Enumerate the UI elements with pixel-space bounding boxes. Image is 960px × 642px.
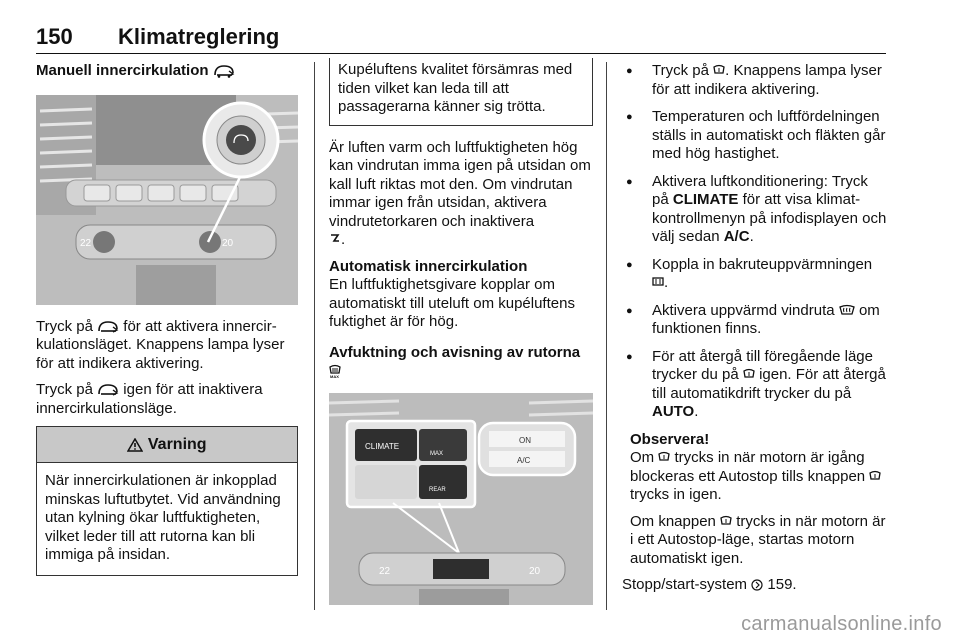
heated-windscreen-icon [839,304,855,318]
paragraph-auto-recirc: En luftfuktighetsgivare kopplar om automatiskt till uteluft om kupéluftens fuktighet är för hög. [329,276,575,330]
wiper-icon [329,233,341,247]
defrost-max-icon [720,515,732,529]
on-label: ON [519,435,531,445]
note-paragraph-1: Om trycks in när motorn är igång blockeras ett Autostop tills knappen trycks in igen. [630,449,888,505]
list-item: ● Tryck på . Knappens lampa lyser för att indikera aktivering. [622,62,888,99]
warning-box [36,426,298,576]
column-divider [314,62,315,610]
defog-controls-photo [329,393,593,605]
list-item: ● Koppla in bakruteuppvärmningen . [622,256,888,293]
section-heading-manual-recirculation: Manuell innercirkulation [36,62,298,81]
list-item: ● Temperaturen och luftfördelningen ställs in automatiskt och fläkten går med hög hastighet. [622,108,888,164]
list-item: ● Aktivera uppvärmd vindruta om funktionen finns. [622,302,888,339]
watermark: carmanualsonline.info [741,613,942,635]
list-item: ● För att återgå till föregående läge trycker du på igen. För att återgå till automatikdrift trycker du på AUTO. [622,348,888,422]
note-box [622,431,888,569]
column-left [36,62,298,576]
column-divider [606,62,607,610]
paragraph-outside-fog: Är luften varm och luftfuktigheten hög kan vindrutan imma igen på utsidan om kall luft riktas mot den. Om vindrutan immar igen från utsidan, aktivera vindrutetorkaren och inaktivera . [329,138,591,248]
note-paragraph-2: Om knappen trycks in när motorn är i ett Autostop-läge, startas motorn automatiskt igen. [630,512,886,567]
climate-button-label: CLIMATE [365,441,400,451]
recirculation-icon [97,320,119,334]
heading-auto-recirc: Automatisk innercirkulation [329,257,528,275]
left-temp-label-2: 22 [379,565,391,577]
instruction-list [622,62,888,422]
rear-button-label: REAR [429,486,446,493]
page-reference-icon [751,578,763,592]
rear-defrost-icon [652,276,664,290]
max-button-label: MAX [430,450,444,457]
left-temp-label: 22 [80,237,92,249]
dashboard-recirculation-photo [36,95,298,305]
svg-text:MAX: MAX [330,374,339,378]
column-right [622,62,888,595]
cross-reference[interactable]: Stopp/start-system 159. [622,576,797,593]
defrost-max-icon [713,64,725,78]
page-header [36,24,886,54]
heading-defog: Avfuktning och avisning av rutorna MAX [329,343,581,378]
right-temp-label: 20 [222,237,234,249]
warning-box-continued: Kupéluftens kvalitet försämras med tiden vilket kan leda till att passagerarna känner sig trötta. [329,58,593,126]
right-temp-label-2: 20 [529,565,541,577]
warning-triangle-icon [127,438,143,452]
paragraph-deactivate-recirc: Tryck på igen för att inaktivera innercirkulationsläge. [36,381,263,417]
defrost-max-icon [658,451,670,465]
defrost-max-icon [329,364,341,378]
paragraph-activate-recirc: Tryck på för att aktivera innercirkulationsläget. Knappens lampa lyser för att indikera aktivering. [36,317,285,372]
warning-header: Varning [37,427,297,463]
defrost-max-icon [743,368,755,382]
column-middle [329,62,593,605]
ac-label: A/C [517,455,531,465]
page-title: Klimatreglering [118,24,280,49]
page-number: 150 [36,24,73,49]
defrost-max-icon [869,470,881,484]
recirculation-icon [213,64,235,78]
list-item: ● Aktivera luftkonditionering: Tryck på CLIMATE för att visa klimatkontrollmenyn på infodisplayen och välj sedan A/C. [622,173,888,247]
warning-text: När innercirkulationen är inkopplad minskas luftutbytet. Vid användning utan kylning ökar luftfuktigheten, vilket leder till att rutorna kan bli immiga på insidan. [45,472,281,563]
recirculation-icon [97,383,119,397]
note-heading: Observera! [630,430,710,448]
